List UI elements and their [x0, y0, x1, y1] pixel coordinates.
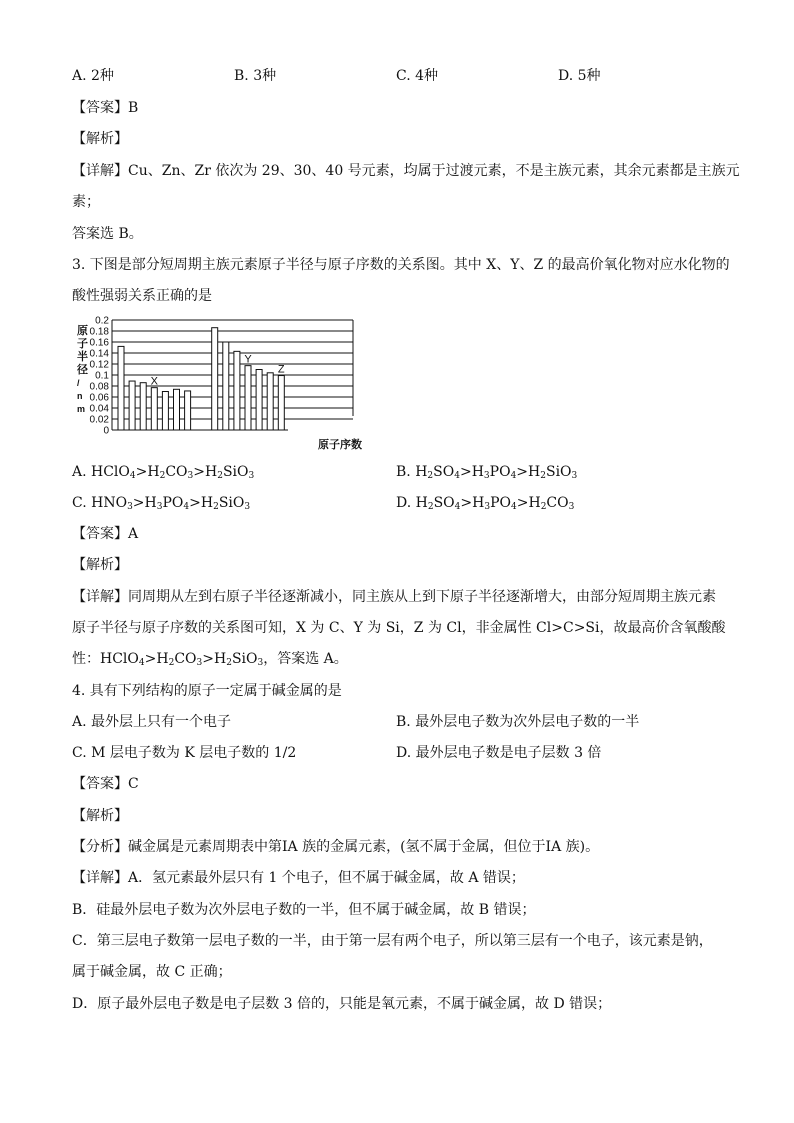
q4-option-b: B. 最外层电子数为次外层电子数的一半 [396, 714, 640, 730]
q4-detail-a: 【详解】A．氢元素最外层只有 1 个电子，但不属于碱金属，故 A 错误； [72, 870, 525, 886]
q4-detail-c-line-2: 属于碱金属，故 C 正确； [72, 964, 232, 980]
formula-text: PO [490, 495, 511, 511]
chart-bar [140, 383, 146, 430]
chart-y-tick-label: 0.2 [95, 315, 109, 327]
q3-answer: 【答案】A [72, 526, 139, 542]
chart-y-axis-label-char: 径 [77, 364, 88, 376]
chart-bar [223, 342, 229, 430]
formula-subscript: 2 [217, 471, 223, 481]
formula-text: SO [433, 464, 455, 480]
formula-subscript: 3 [483, 471, 490, 481]
chart-y-tick-label: 0.06 [89, 392, 109, 404]
q2-option-a: A. 2种 [72, 68, 114, 84]
formula-text: SO [433, 495, 455, 511]
chart-bar [278, 376, 284, 430]
chart-y-tick-label: 0.16 [89, 337, 109, 349]
chart-bar [151, 388, 157, 430]
chart-y-tick-label: 0.04 [89, 403, 109, 415]
formula-text: H [415, 495, 428, 511]
formula-text: SiO [231, 651, 258, 667]
q3-detail-formula [72, 651, 348, 667]
formula-text: >H [516, 495, 541, 511]
q3-option-c: C. $HNO_3>H_3PO_4>H_2SiO_3$ [72, 495, 251, 512]
atomic-radius-chart [66, 314, 366, 454]
formula-subscript: 4 [454, 471, 460, 481]
formula-text: CO [546, 495, 569, 511]
chart-bar [212, 328, 218, 430]
q3-detail-line-2: 原子半径与原子序数的关系图可知，X 为 C、Y 为 Si，Z 为 Cl，非金属性 Cl>C>Si，故最高价含氧酸酸 [72, 620, 726, 636]
formula-text: SiO [545, 464, 572, 480]
formula-subscript: 2 [226, 658, 232, 668]
chart-bar [267, 373, 273, 430]
q4-analysis-label: 【解析】 [72, 808, 128, 824]
chart-y-tick-label: 0 [103, 425, 109, 437]
chart-y-axis-label-char: 子 [77, 338, 88, 350]
formula-subscript: 3 [571, 471, 578, 481]
q4-detail-d: D．原子最外层电子数是电子层数 3 倍的，只能是氧元素，不属于碱金属，故 D 错误； [72, 996, 612, 1012]
q2-detail-line-2: 素； [72, 194, 100, 210]
q4-option-a: A. 最外层上只有一个电子 [72, 714, 232, 730]
formula-text: ，答案选 A。 [263, 651, 348, 667]
q3-stem-line-1: 3. 下图是部分短周期主族元素原子半径与原子序数的关系图。其中 X、Y、Z 的最高价氧化物对应水化物的 [72, 257, 730, 273]
chart-bar [118, 346, 124, 430]
q3-detail-line-3 [72, 649, 348, 669]
q2-analysis-label: 【解析】 [72, 131, 128, 147]
chart-y-ticks [90, 316, 110, 437]
q2-option-d: D. 5种 [558, 68, 601, 84]
formula-text: >H [132, 495, 157, 511]
chart-bar [234, 351, 240, 430]
q4-answer: 【答案】C [72, 776, 139, 792]
q3-option-d-formula [416, 495, 575, 511]
formula-text: >H [144, 651, 169, 667]
formula-subscript: 3 [156, 502, 163, 512]
formula-subscript: 4 [138, 658, 145, 668]
chart-y-tick-label: 0.02 [89, 414, 109, 426]
formula-text: >H [459, 464, 484, 480]
formula-text: SiO [222, 464, 249, 480]
formula-subscript: 4 [454, 502, 461, 512]
formula-subscript: 2 [168, 658, 175, 668]
formula-subscript: 3 [248, 471, 255, 481]
formula-subscript: 3 [187, 471, 194, 481]
formula-subscript: 4 [129, 471, 136, 481]
q3-option-b: B. $H_2SO_4>H_3PO_4>H_2SiO_3$ [396, 464, 578, 481]
chart-bar [174, 389, 180, 430]
chart-bar [162, 392, 168, 431]
chart-y-axis-label [76, 323, 88, 414]
q3-option-d: D. $H_2SO_4>H_3PO_4>H_2CO_3$ [396, 495, 575, 512]
chart-y-axis-label-char: 半 [77, 351, 88, 363]
chart-bar [245, 366, 251, 430]
formula-text: >H [202, 651, 227, 667]
chart-grid [112, 320, 353, 430]
formula-text: 性：HClO [72, 651, 139, 667]
formula-text: CO [165, 464, 188, 480]
formula-subscript: 3 [257, 658, 264, 668]
q4-option-d: D. 最外层电子数是电子层数 3 倍 [396, 745, 602, 761]
chart-x-axis-label: 原子序数 [318, 439, 362, 451]
formula-text: >H [193, 464, 218, 480]
chart-point-label: Z [277, 363, 285, 376]
chart-point-label: X [150, 375, 158, 388]
formula-subscript: 3 [244, 502, 251, 512]
q3-option-b-formula [415, 464, 577, 480]
chart-y-tick-label: 0.08 [89, 381, 109, 393]
chart-bar [129, 381, 135, 430]
q3-option-a: A. $HClO_4>H_2CO_3>H_2SiO_3$ [72, 464, 255, 481]
q4-analysis-note: 【分析】碱金属是元素周期表中第ⅠA 族的金属元素，(氢不属于金属，但位于ⅠA 族)。 [72, 839, 600, 855]
q2-detail-line-1: 【详解】Cu、Zn、Zr 依次为 29、30、40 号元素，均属于过渡元素，不是主族元素，其余元素都是主族元 [72, 163, 740, 179]
chart-y-axis-label-char: 原 [77, 325, 88, 337]
formula-subscript: 2 [159, 471, 166, 481]
q2-option-b: B. 3种 [234, 68, 277, 84]
formula-subscript: 3 [568, 502, 575, 512]
formula-subscript: 3 [127, 502, 133, 512]
chart-y-axis-label-char: n [77, 391, 83, 401]
formula-text: >H [460, 495, 485, 511]
formula-text: >H [516, 464, 541, 480]
chart-y-tick-label: 0.18 [89, 326, 109, 338]
formula-text: CO [174, 651, 197, 667]
formula-text: >H [189, 495, 214, 511]
formula-subscript: 4 [510, 471, 517, 481]
q3-stem-line-2: 酸性强弱关系正确的是 [72, 288, 212, 304]
chart-bar [256, 370, 262, 431]
chart-bars [118, 328, 284, 430]
formula-subscript: 3 [484, 502, 491, 512]
formula-subscript: 4 [511, 502, 517, 512]
formula-subscript: 2 [427, 471, 434, 481]
q2-answer: 【答案】B [72, 100, 139, 116]
formula-subscript: 2 [540, 502, 547, 512]
q3-option-c-formula [91, 495, 250, 511]
chart-y-axis-label-char: / [77, 378, 80, 388]
formula-subscript: 3 [196, 658, 203, 668]
q4-stem: 4. 具有下列结构的原子一定属于碱金属的是 [72, 683, 342, 699]
q2-option-c: C. 4种 [396, 68, 439, 84]
q3-option-a-formula [91, 464, 254, 480]
chart-y-axis-label-char: m [77, 404, 86, 414]
formula-text: HClO [91, 464, 130, 480]
q4-option-c: C. M 层电子数为 K 层电子数的 1/2 [72, 745, 297, 761]
q4-detail-b: B．硅最外层电子数为次外层电子数的一半，但不属于碱金属，故 B 错误； [72, 902, 536, 918]
q3-detail-line-1: 【详解】同周期从左到右原子半径逐渐减小，同主族从上到下原子半径逐渐增大，由部分短周期主族元素 [72, 589, 716, 605]
q2-conclusion: 答案选 B。 [72, 226, 143, 242]
chart-point-label: Y [244, 353, 252, 366]
chart-y-tick-label: 0.14 [89, 348, 109, 360]
formula-text: HNO [91, 495, 128, 511]
chart-y-tick-label: 0.1 [95, 370, 109, 382]
chart-y-tick-label: 0.12 [89, 359, 109, 371]
q3-analysis-label: 【解析】 [72, 557, 128, 573]
formula-text: PO [489, 464, 511, 480]
formula-text: PO [162, 495, 184, 511]
formula-subscript: 2 [427, 502, 434, 512]
q4-detail-c-line-1: C．第三层电子数第一层电子数的一半，由于第一层有两个电子，所以第三层有一个电子，该元素是钠， [72, 933, 713, 949]
formula-text: H [415, 464, 428, 480]
formula-text: >H [135, 464, 160, 480]
chart-bar [185, 391, 191, 430]
formula-subscript: 2 [540, 471, 546, 481]
formula-subscript: 2 [213, 502, 219, 512]
formula-subscript: 4 [183, 502, 190, 512]
formula-text: SiO [218, 495, 245, 511]
